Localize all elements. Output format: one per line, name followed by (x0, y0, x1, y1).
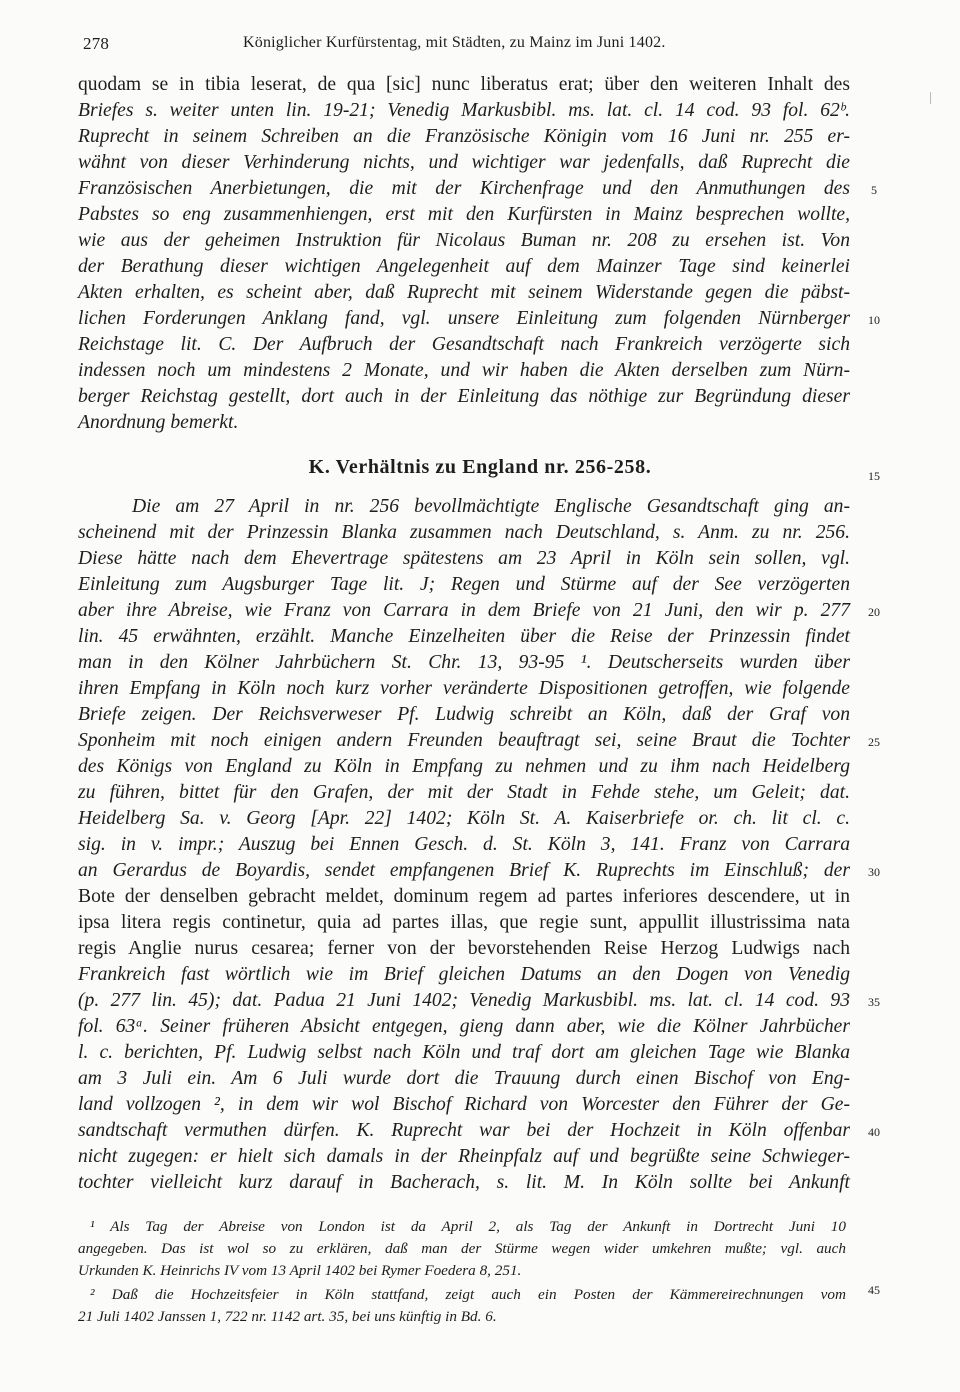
text-line: (p. 277 lin. 45); dat. Padua 21 Juni 1402; Venedig Markusbibl. ms. lat. cl. 14 cod. 93 (78, 990, 850, 1011)
text-line: Die am 27 April in nr. 256 bevollmächtigte Englische Gesandtschaft ging an- (132, 496, 850, 517)
text-line: indessen noch um mindestens 2 Monate, und wir haben die Akten derselben zum Nürn- (78, 360, 850, 381)
text-line: l. c. berichten, Pf. Ludwig selbst nach Köln und traf dort am gleichen Tage wie Blanka (78, 1042, 850, 1063)
text-line: berger Reichstag gestellt, dort auch in der Einleitung das nöthige zur Begründung dieser (78, 386, 850, 407)
footnote-line: Urkunden K. Heinrichs IV vom 13 April 1402 bei Rymer Foedera 8, 251. (78, 1262, 522, 1279)
line-number: 10 (868, 313, 880, 327)
text-line: Bote der denselben gebracht meldet, dominum regem ad partes inferiores descendere, ut in (78, 886, 850, 907)
text-line: Briefe zeigen. Der Reichsverweser Pf. Ludwig schreibt an Köln, daß der Graf von (78, 704, 850, 725)
text-line: ipsa litera regis continetur, quia ad partes illas, que regie sunt, appullit illustrissima nata (78, 912, 850, 933)
text-line: Reichstage lit. C. Der Aufbruch der Gesandtschaft nach Frankreich verzögerte sich (78, 334, 850, 355)
line-number: 40 (868, 1125, 880, 1139)
text-line: ihren Empfang in Köln noch kurz vorher veränderte Dispositionen getroffen, wie folgende (78, 678, 850, 699)
text-line: fol. 63ᵃ. Seiner früheren Absicht entgegen, gieng dann aber, wie die Kölner Jahrbücher (78, 1016, 850, 1037)
text-line: Ruprecht in seinem Schreiben an die Französische Königin vom 16 Juni nr. 255 er- (78, 126, 850, 147)
margin-mark (930, 92, 931, 104)
text-line: Heidelberg Sa. v. Georg [Apr. 22] 1402; Köln St. A. Kaiserbriefe or. ch. lit cl. c. (78, 808, 850, 829)
line-number: 20 (868, 605, 880, 619)
text-line: Akten erhalten, es scheint aber, daß Ruprecht mit seinem Widerstande gegen die päbst- (78, 282, 850, 303)
running-title: Königlicher Kurfürstentag, mit Städten, zu Mainz im Juni 1402. (243, 34, 666, 51)
line-number: 25 (868, 735, 880, 749)
text-line: an Gerardus de Boyardis, sendet empfangenen Brief K. Ruprechts im Einschluß; der (78, 860, 850, 881)
footnote-line: angegeben. Das ist wol so zu erklären, daß man der Stürme wegen wider umkehren mußte; vgl. auch (78, 1240, 846, 1257)
text-line: nicht zugegen: er hielt sich damals in der Rheinpfalz auf und begrüßte seine Schwieger- (78, 1146, 850, 1167)
text-line: wähnt von dieser Verhinderung nichts, und wichtiger war jedenfalls, daß Ruprecht die (78, 152, 850, 173)
text-line: Sponheim mit noch einigen andern Freunden beauftragt sei, seine Braut die Tochter (78, 730, 850, 751)
text-line: land vollzogen ², in dem wir wol Bischof Richard von Worcester den Führer der Ge- (78, 1094, 850, 1115)
text-line: Diese hätte nach dem Ehevertrage spätestens am 23 April in Köln sein sollen, vgl. (78, 548, 850, 569)
text-line: wie aus der geheimen Instruktion für Nicolaus Buman nr. 208 zu ersehen ist. Von (78, 230, 850, 251)
text-line: Anordnung bemerkt. (78, 412, 239, 433)
text-line: Pabstes so eng zusammenhiengen, erst mit den Kurfürsten in Mainz besprechen wollte, (78, 204, 850, 225)
line-number: 15 (868, 469, 880, 483)
footnote-line: 21 Juli 1402 Janssen 1, 722 nr. 1142 art. 35, bei uns künftig in Bd. 6. (78, 1308, 497, 1325)
text-line: zu führen, bittet für den Grafen, der mit der Stadt in Fehde stehe, um Geleit; dat. (78, 782, 850, 803)
line-number: 35 (868, 995, 880, 1009)
text-line: Frankreich fast wörtlich wie im Brief gleichen Datums an den Dogen von Venedig (78, 964, 850, 985)
text-line: quodam se in tibia leserat, de qua [sic] nunc liberatus erat; über den weiteren Inhalt des (78, 74, 850, 95)
text-line: Einleitung zum Augsburger Tage lit. J; Regen und Stürme auf der See verzögerten (78, 574, 850, 595)
text-line: Briefes s. weiter unten lin. 19-21; Venedig Markusbibl. ms. lat. cl. 14 cod. 93 fol. 62ᵇ. (78, 100, 850, 121)
running-head (83, 34, 853, 58)
text-line: tochter vielleicht kurz darauf in Bacherach, s. lit. M. In Köln sollte bei Ankunft (78, 1172, 850, 1193)
text-line: man in den Kölner Jahrbüchern St. Chr. 13, 93-95 ¹. Deutscherseits wurden über (78, 652, 850, 673)
footnote-line: ¹ Als Tag der Abreise von London ist da April 2, als Tag der Ankunft in Dortrecht Juni 10 (90, 1218, 846, 1235)
line-number: 45 (868, 1283, 880, 1297)
text-line: der Berathung dieser wichtigen Angelegenheit auf dem Mainzer Tage sind keinerlei (78, 256, 850, 277)
page-number: 278 (83, 34, 110, 53)
text-line: lin. 45 erwähnten, erzählt. Manche Einzelheiten über die Reise der Prinzessin findet (78, 626, 850, 647)
text-line: Französischen Anerbietungen, die mit der Kirchenfrage und den Anmuthungen des (78, 178, 850, 199)
line-number: 30 (868, 865, 880, 879)
text-line: lichen Forderungen Anklang fand, vgl. unsere Einleitung zum folgenden Nürnberger (78, 308, 850, 329)
section-heading: K. Verhältnis zu England nr. 256-258. (308, 456, 652, 478)
text-line: aber ihre Abreise, wie Franz von Carrara in dem Briefe von 21 Juni, den wir p. 277 (78, 600, 850, 621)
text-line: regis Anglie nurus cesarea; ferner von der bevorstehenden Reise Herzog Ludwigs nach (78, 938, 850, 959)
text-line: scheinend mit der Prinzessin Blanka zusammen nach Deutschland, s. Anm. zu nr. 256. (78, 522, 850, 543)
text-line: sandtschaft vermuthen dürfen. K. Ruprecht war bei der Hochzeit in Köln offenbar (78, 1120, 850, 1141)
text-line: sig. in v. impr.; Auszug bei Ennen Gesch. d. St. Köln 3, 141. Franz von Carrara (78, 834, 850, 855)
line-number: 5 (871, 183, 877, 197)
text-line: am 3 Juli ein. Am 6 Juli wurde dort die Trauung durch einen Bischof von Eng- (78, 1068, 850, 1089)
text-line: des Königs von England zu Köln in Empfang zu nehmen und zu ihm nach Heidelberg (78, 756, 850, 777)
footnote-line: ² Daß die Hochzeitsfeier in Köln stattfand, zeigt auch ein Posten der Kämmereirechnungen vom (90, 1286, 846, 1303)
